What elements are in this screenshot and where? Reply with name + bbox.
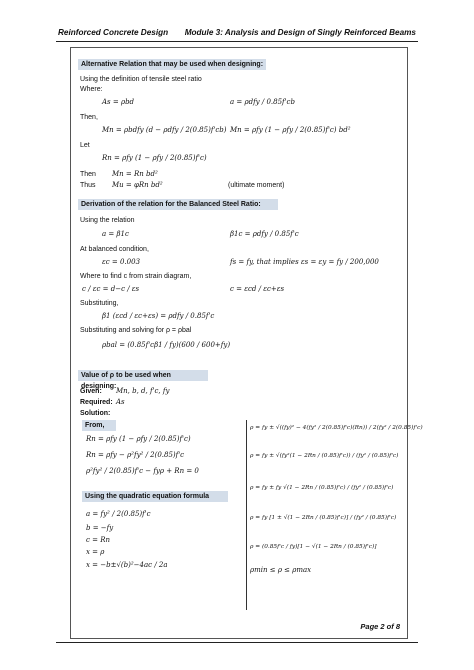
equation-rn-2: Rn = ρfy − ρ²fy² / 2(0.85)f'c [86, 451, 185, 459]
header-module-title: Module 3: Analysis and Design of Singly Reinforced Beams [184, 28, 416, 37]
column-divider [246, 420, 247, 610]
equation-rho-4: ρ = fy [1 ± √(1 − 2Rn / (0.85)f'c)] / (fy² / (0.85)f'c) [250, 515, 397, 521]
value-required: As [116, 398, 125, 406]
equation-substituted: β1 (εcd / εc+εs) = ρdfy / 0.85f'c [102, 312, 215, 320]
equation-rn-1: Rn = ρfy (1 − ρfy / 2(0.85)f'c) [86, 435, 191, 443]
equation-mn-3: Mn = Rn bd² [112, 170, 158, 178]
text-substituting: Substituting, [80, 300, 119, 307]
equation-quad-x: x = ρ [86, 548, 105, 556]
subsection-from: From, [82, 420, 116, 431]
label-given: Given: [80, 388, 102, 395]
text-intro: Using the definition of tensile steel ratio [80, 76, 202, 83]
header-divider [56, 41, 418, 42]
equation-rho-5: ρ = (0.85f'c / fy)[1 − √(1 − 2Rn / (0.85)f'c)] [250, 544, 377, 550]
equation-rn: Rn = ρfy (1 − ρfy / 2(0.85)f'c) [102, 154, 207, 162]
equation-mn-1: Mn = ρbdfy (d − ρdfy / 2(0.85)f'cb) [102, 126, 227, 134]
label-solution: Solution: [80, 410, 111, 417]
page-number: Page 2 of 8 [360, 622, 400, 631]
text-thus: Thus [80, 182, 96, 189]
value-given: Mn, b, d, f'c, fy [116, 387, 170, 395]
section-title-alternative-relation: Alternative Relation that may be used when designing: [78, 59, 266, 70]
equation-rho-range: ρmin ≤ ρ ≤ ρmax [250, 566, 312, 574]
equation-as: As = ρbd [102, 98, 135, 106]
text-solving-pbal: Substituting and solving for ρ = ρbal [80, 327, 192, 334]
equation-rho-2: ρ = fy ± √(fy²(1 − 2Rn / (0.85)f'c)) / (fy² / (0.85)f'c) [250, 453, 399, 459]
subsection-quadratic-formula: Using the quadratic equation formula [82, 491, 228, 502]
equation-mn-2: Mn = ρfy (1 − ρfy / 2(0.85)f'c) bd² [230, 126, 351, 134]
equation-a: a = ρdfy / 0.85f'cb [230, 98, 295, 106]
text-using-relation: Using the relation [80, 217, 135, 224]
equation-quad-b: b = −fy [86, 524, 114, 532]
equation-quad-solution: x = −b±√(b)²−4ac / 2a [86, 561, 168, 569]
equation-strain-ratio: c / εc = d−c / εs [82, 285, 140, 293]
equation-quad-c: c = Rn [86, 536, 111, 544]
label-required: Required: [80, 399, 113, 406]
section-title-balanced-ratio: Derivation of the relation for the Balanced Steel Ratio: [78, 199, 278, 210]
equation-a-beta: a = β1c [102, 230, 129, 238]
equation-beta-c: β1c = ρdfy / 0.85f'c [230, 230, 299, 238]
text-ultimate-moment: (ultimate moment) [228, 182, 285, 189]
equation-quadratic: ρ²fy² / 2(0.85)f'c − fyρ + Rn = 0 [86, 467, 199, 475]
equation-pbal: ρbal = (0.85f'cβ1 / fy)(600 / 600+fy) [102, 341, 231, 349]
text-balanced-condition: At balanced condition, [80, 246, 149, 253]
equation-c: c = εcd / εc+εs [230, 285, 285, 293]
section-title-value-of-rho: Value of ρ to be used when designing: [78, 370, 208, 381]
text-strain-diagram: Where to find c from strain diagram, [80, 273, 192, 280]
text-let: Let [80, 142, 90, 149]
equation-rho-1: ρ = fy ± √((fy)² − 4(fy² / 2(0.85)f'c)(Rn)) / 2(fy² / 2(0.85)f'c) [250, 425, 423, 431]
text-then: Then, [80, 114, 98, 121]
equation-ec: εc = 0.003 [102, 258, 141, 266]
text-then-2: Then [80, 171, 96, 178]
text-where: Where: [80, 86, 103, 93]
equation-rho-3: ρ = fy ± fy √(1 − 2Rn / (0.85)f'c) / (fy² / (0.85)f'c) [250, 485, 394, 491]
header-course-title: Reinforced Concrete Design [58, 28, 169, 37]
equation-quad-a: a = fy² / 2(0.85)f'c [86, 510, 151, 518]
equation-mu: Mu = φRn bd² [112, 181, 163, 189]
footer-divider [56, 642, 418, 643]
equation-fs: fs = fy, that implies εs = εy = fy / 200,000 [230, 258, 379, 266]
